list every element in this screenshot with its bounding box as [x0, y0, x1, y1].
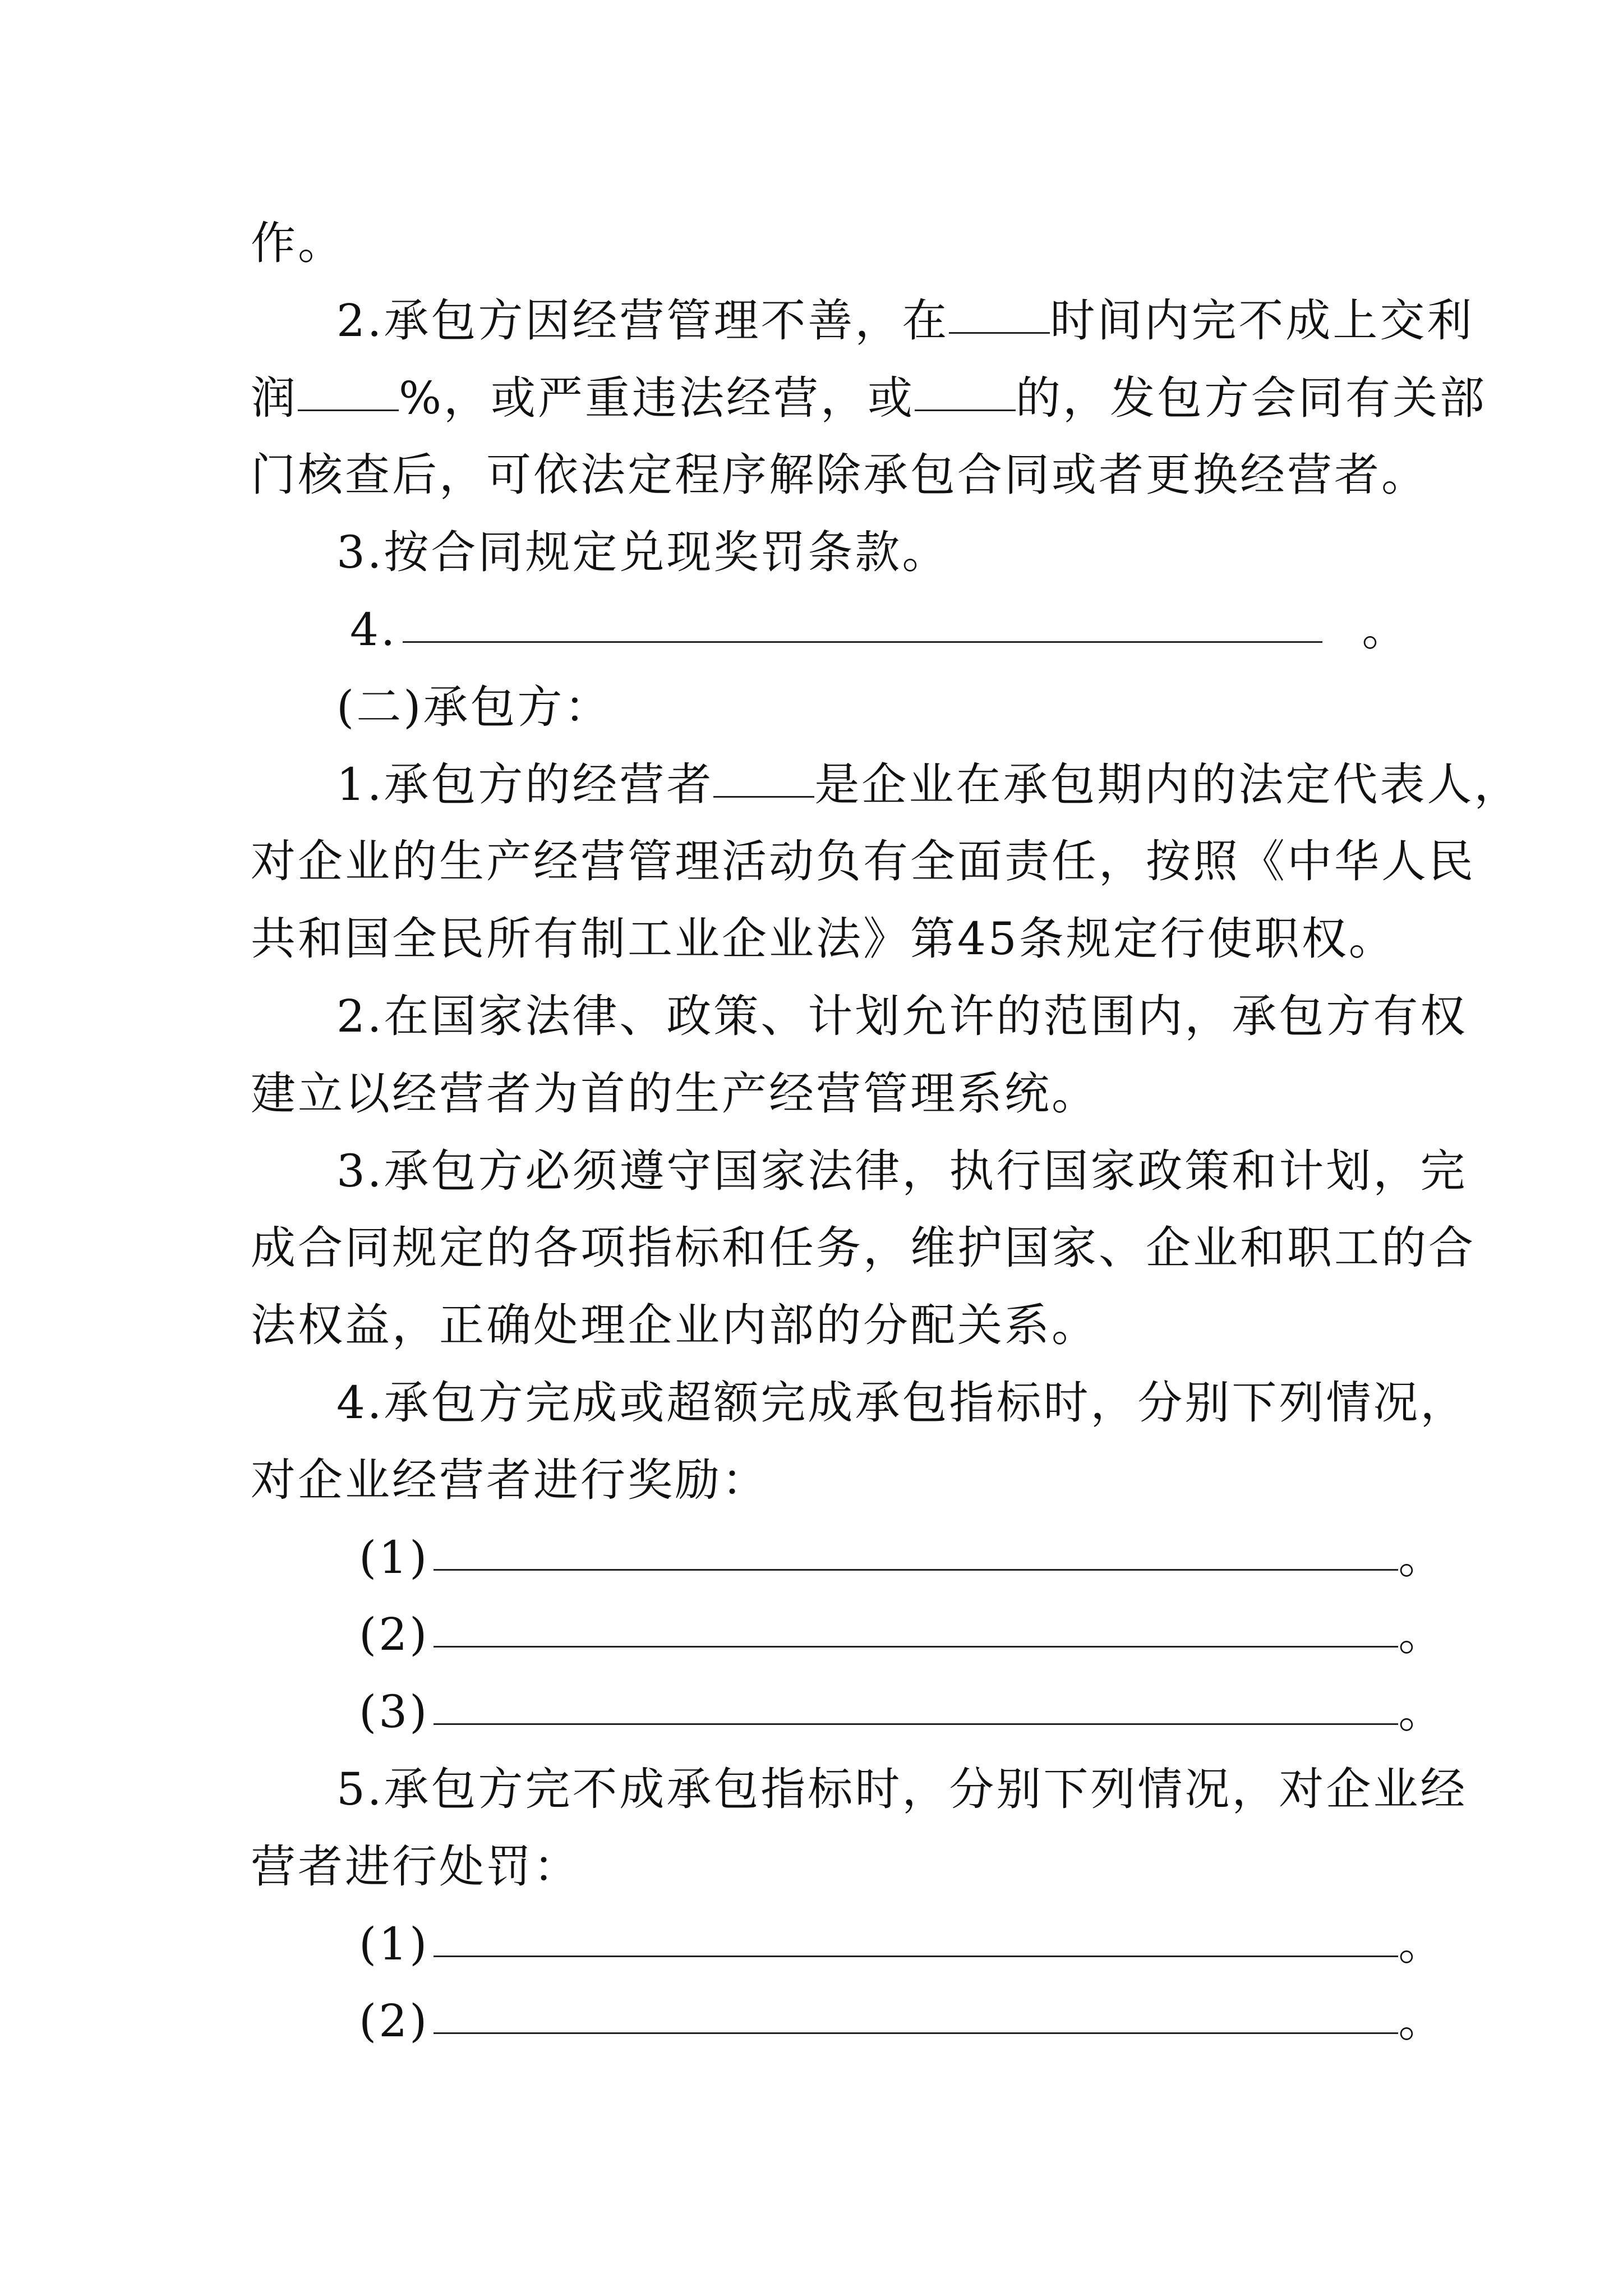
- text-segment: 。: [1398, 1686, 1446, 1738]
- text-line: [251, 370, 1487, 426]
- text-segment: 4.: [350, 604, 398, 656]
- text-line: [251, 1066, 1099, 1122]
- text-segment: 。: [1398, 1917, 1446, 1970]
- text-segment: 5.承包方完不成承包指标时，分别下列情况，对企业经: [336, 1763, 1468, 1815]
- text-segment: (2): [359, 1608, 430, 1661]
- fill-in-blank[interactable]: [434, 1916, 1398, 1957]
- text-line: [251, 834, 1476, 890]
- text-segment: 门核查后，可依法定程序解除承包合同或者更换经营者。: [251, 449, 1428, 501]
- text-segment: (2): [359, 1995, 430, 2047]
- text-segment: 对企业经营者进行奖励：: [251, 1453, 769, 1506]
- text-segment: 3.承包方必须遵守国家法律，执行国家政策和计划，完: [336, 1144, 1468, 1197]
- text-segment: 3.按合同规定兑现奖罚条款。: [336, 526, 949, 579]
- fill-in-blank[interactable]: [949, 293, 1050, 334]
- text-line: [336, 524, 949, 581]
- fill-in-blank[interactable]: [915, 370, 1016, 411]
- text-segment: 。: [1398, 1608, 1446, 1661]
- text-segment: 对企业的生产经营管理活动负有全面责任，按照《中华人民: [251, 835, 1476, 888]
- text-line: [336, 293, 1474, 349]
- text-line: [251, 215, 345, 272]
- fill-in-blank[interactable]: [434, 1607, 1398, 1648]
- text-segment: (3): [359, 1686, 430, 1738]
- text-segment: 。: [1398, 1995, 1446, 2047]
- text-segment: %，或严重违法经营，或: [399, 371, 915, 424]
- text-segment: (1): [359, 1531, 430, 1584]
- text-line: [251, 1220, 1476, 1276]
- text-line: [359, 1993, 1445, 2049]
- text-segment: (二)承包方：: [336, 680, 612, 733]
- text-line: [251, 447, 1428, 503]
- text-segment: 2.承包方因经营管理不善，在: [336, 294, 949, 347]
- text-segment: (1): [359, 1917, 430, 1970]
- text-segment: 是企业在承包期内的法定代表人，: [814, 758, 1521, 811]
- text-segment: 成合同规定的各项指标和任务，维护国家、企业和职工的合: [251, 1222, 1476, 1274]
- text-line: [336, 988, 1467, 1045]
- text-line: [359, 1916, 1445, 1972]
- text-segment: 营者进行处罚：: [251, 1840, 580, 1893]
- text-segment: 法权益，正确处理企业内部的分配关系。: [251, 1299, 1099, 1352]
- text-segment: 共和国全民所有制工业企业法》第45条规定行使职权。: [251, 913, 1396, 965]
- text-line: [350, 602, 1409, 658]
- fill-in-blank[interactable]: [403, 602, 1322, 643]
- text-line: [336, 757, 1521, 813]
- fill-in-blank[interactable]: [713, 757, 814, 798]
- text-segment: 作。: [251, 217, 345, 269]
- text-segment: 4.承包方完成或超额完成承包指标时，分别下列情况，: [336, 1377, 1468, 1429]
- text-segment: 2.在国家法律、政策、计划允许的范围内，承包方有权: [336, 990, 1468, 1042]
- text-segment: 建立以经营者为首的生产经营管理系统。: [251, 1067, 1099, 1120]
- fill-in-blank[interactable]: [434, 1684, 1398, 1725]
- text-line: [359, 1530, 1445, 1586]
- text-segment: 的，发包方会同有关部: [1016, 371, 1487, 424]
- fill-in-blank[interactable]: [434, 1530, 1398, 1571]
- text-line: [251, 911, 1396, 967]
- text-line: [336, 1761, 1467, 1818]
- text-line: [251, 1452, 769, 1508]
- text-line: [336, 679, 611, 735]
- text-line: [336, 1375, 1467, 1431]
- text-segment: 时间内完不成上交利: [1050, 294, 1474, 347]
- text-line: [359, 1607, 1445, 1663]
- text-line: [336, 1143, 1467, 1199]
- text-segment: 1.承包方的经营者: [336, 758, 714, 811]
- text-segment: 。: [1362, 604, 1409, 656]
- fill-in-blank[interactable]: [434, 1993, 1398, 2034]
- fill-in-blank[interactable]: [298, 370, 399, 411]
- text-segment: 。: [1398, 1531, 1446, 1584]
- text-segment: 润: [251, 371, 298, 424]
- text-line: [359, 1684, 1445, 1740]
- text-line: [251, 1839, 580, 1895]
- text-line: [251, 1297, 1099, 1354]
